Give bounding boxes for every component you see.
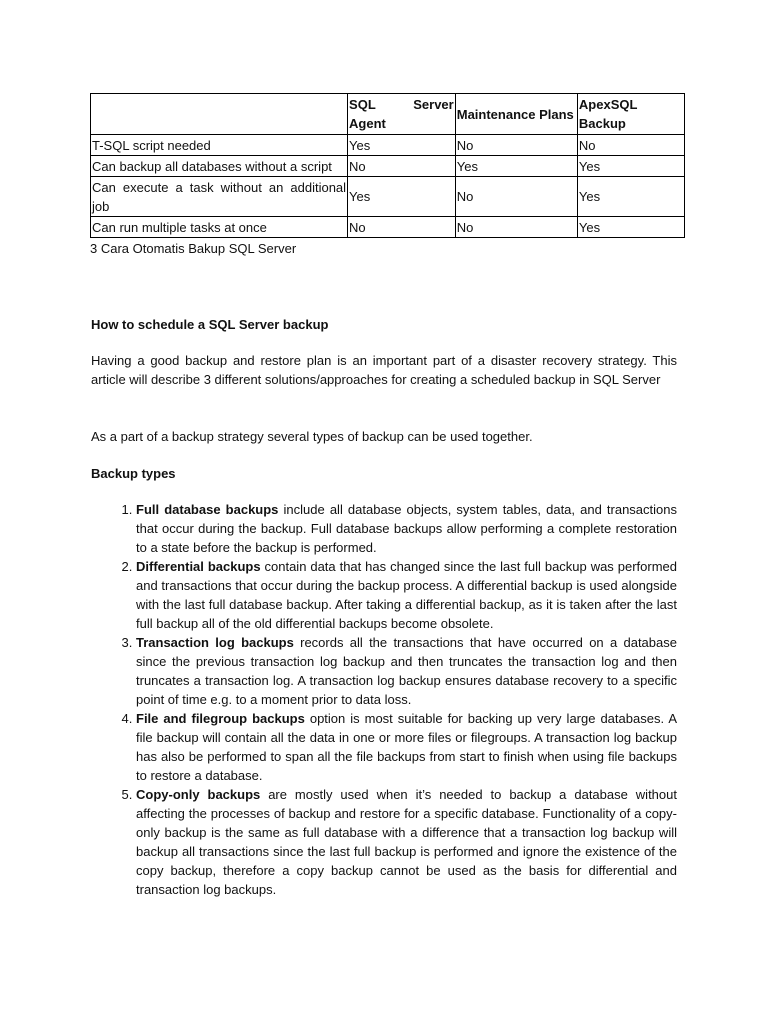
backup-types-heading: Backup types <box>91 466 176 481</box>
list-item <box>136 633 677 709</box>
table-header-cell <box>91 94 348 135</box>
table-caption: 3 Cara Otomatis Bakup SQL Server <box>90 241 297 256</box>
table-row <box>91 217 685 238</box>
intro-paragraph: Having a good backup and restore plan is an important part of a disaster recovery strategy. This article will describe 3 different solutions/approaches for creating a scheduled backup in SQL Server <box>91 353 677 387</box>
section-title: How to schedule a SQL Server backup <box>91 317 329 332</box>
table-cell: No <box>455 177 577 217</box>
list-item-term: Copy-only backups <box>136 787 261 802</box>
table-header-cell: SQL Server Agent <box>348 94 456 135</box>
table-cell: No <box>455 135 577 156</box>
table-cell: Can backup all databases without a script <box>91 156 348 177</box>
list-item-term: Transaction log backups <box>136 635 294 650</box>
table-cell: T-SQL script needed <box>91 135 348 156</box>
list-item <box>136 557 677 633</box>
list-item-term: Differential backups <box>136 559 261 574</box>
table-cell: Yes <box>348 177 456 217</box>
strategy-paragraph: As a part of a backup strategy several types of backup can be used together. <box>91 429 533 444</box>
backup-types-list <box>91 500 677 899</box>
table-header-cell: ApexSQL Backup <box>577 94 684 135</box>
list-item-term: Full database backups <box>136 502 279 517</box>
list-item-term: File and filegroup backups <box>136 711 305 726</box>
list-item-text: contain data that has changed since the last full backup was performed and transactions that occur during the backup process. A differential backup is used alongside with the last full database backup. After taking a differential backup, as it is taken after the last full backup all of the old differential backups become obsolete. <box>136 559 677 631</box>
list-item <box>136 785 677 899</box>
table-row <box>91 156 685 177</box>
table-cell: No <box>577 135 684 156</box>
table-cell: Yes <box>455 156 577 177</box>
table-cell: No <box>455 217 577 238</box>
table-cell: No <box>348 217 456 238</box>
table-cell: Yes <box>348 135 456 156</box>
list-item-text: include all database objects, system tables, data, and transactions that occur during the backup. Full database backups allow performing a complete restoration to a state before the backup is performed. <box>136 502 678 555</box>
table-cell: Can execute a task without an additional job <box>91 177 348 217</box>
table-cell: Yes <box>577 217 684 238</box>
table-cell: Yes <box>577 156 684 177</box>
list-item-text: option is most suitable for backing up very large databases. A file backup will contain all the data in one or more files or filegroups. A transaction log backup has also be performed to span all the file backups from start to finish when using file backups to restore a database. <box>136 711 677 783</box>
list-item <box>136 709 677 785</box>
table-row <box>91 135 685 156</box>
table-header-cell: Maintenance Plans <box>455 94 577 135</box>
table-cell: Can run multiple tasks at once <box>91 217 348 238</box>
table-header-row <box>91 94 685 135</box>
comparison-table <box>90 93 685 238</box>
list-item-text: are mostly used when it’s needed to backup a database without affecting the processes of backup and restore for a specific database. Functionality of a copy-only backup is the same as full database with a difference that a transaction log backup will backup all transactions since the last full backup is performed and ignore the existence of the copy backup, therefore a copy backup cannot be used as the basis for differential and transaction log backups. <box>136 787 677 897</box>
table-row <box>91 177 685 217</box>
table-cell: No <box>348 156 456 177</box>
list-item <box>136 500 677 557</box>
list-item-text: records all the transactions that have occurred on a database since the previous transaction log backup and then truncates the transaction log and then truncates a transaction log. A transaction log backup ensures database recovery to a specific point of time e.g. to a moment prior to data loss. <box>136 635 677 707</box>
table-cell: Yes <box>577 177 684 217</box>
